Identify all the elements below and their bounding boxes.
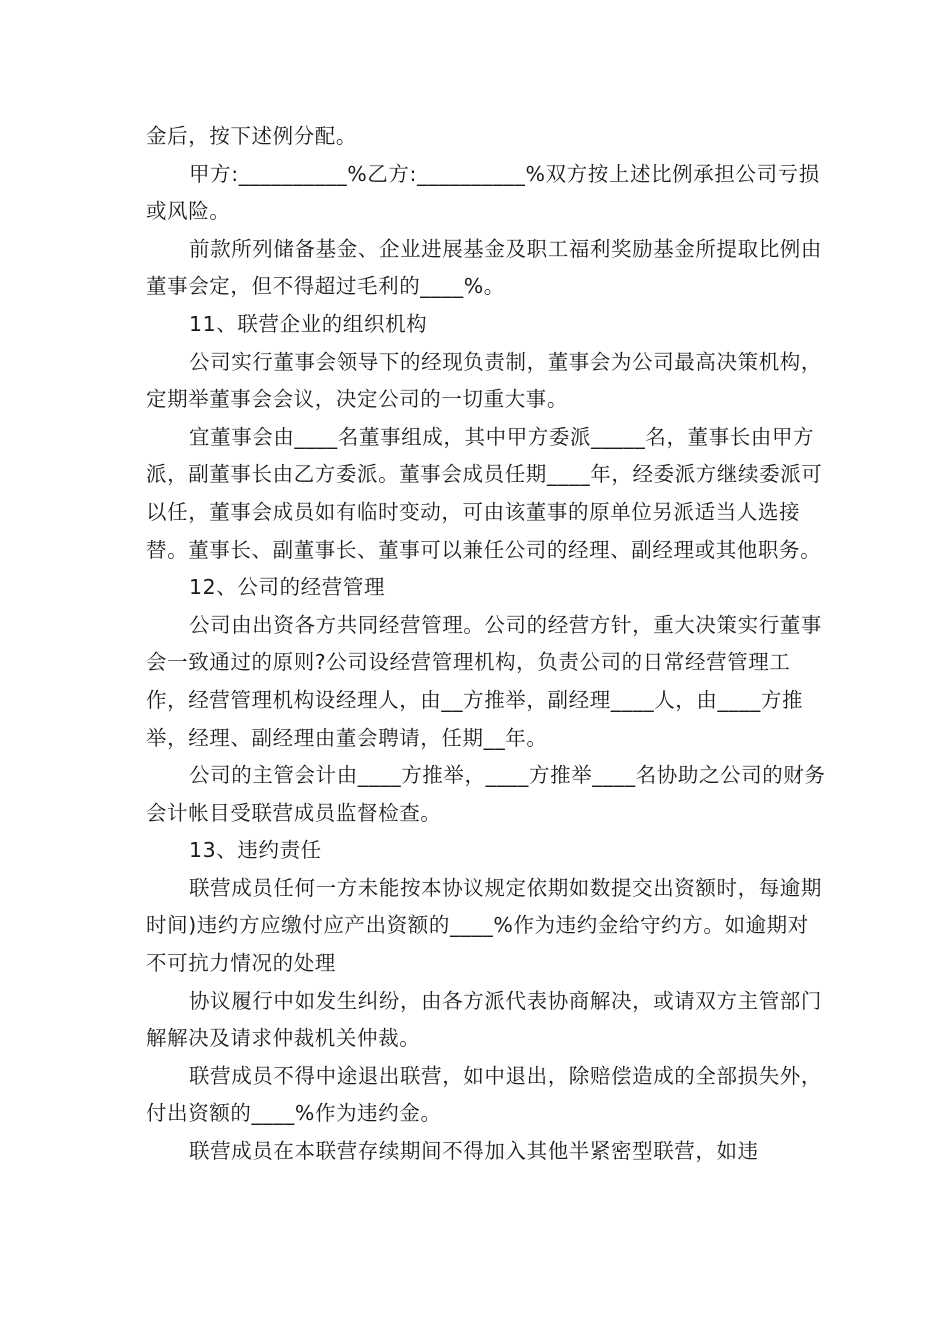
heading-section-13: 13、违约责任 [189, 838, 322, 863]
paragraph-late-payment: 联营成员任何一方未能按本协议规定依期如数提交出资额时，每逾期时间)违约方应缴付应产出资额的____%作为违约金给守约方。如逾期对不可抗力情况的处理 [146, 875, 822, 976]
paragraph-fund-ratio: 前款所列储备基金、企业进展基金及职工福利奖励基金所提取比例由董事会定，但不得超过毛利的____%。 [146, 236, 822, 299]
paragraph-distribution-tail: 金后，按下述例分配。 [146, 124, 357, 148]
heading-section-11: 11、联营企业的组织机构 [189, 311, 428, 336]
paragraph-dispute: 协议履行中如发生纠纷，由各方派代表协商解决，或请双方主管部门解解决及请求仲裁机关仲裁。 [146, 988, 822, 1051]
paragraph-other-alliance: 联营成员在本联营存续期间不得加入其他半紧密型联营，如违 [189, 1139, 759, 1164]
document-body [146, 118, 826, 1171]
paragraph-board-system: 公司实行董事会领导下的经现负责制，董事会为公司最高决策机构，定期举董事会会议，决定公司的一切重大事。 [146, 349, 822, 412]
paragraph-management: 公司由出资各方共同经营管理。公司的经营方针，重大决策实行董事会一致通过的原则?公司设经营管理机构，负责公司的日常经营管理工作，经营管理机构设经理人，由__方推举，副经理____人，由____方推举，经理、副经理由董会聘请，任期__年。 [146, 612, 822, 750]
paragraph-withdrawal: 联营成员不得中途退出联营，如中退出，除赔偿造成的全部损失外，付出资额的____%作为违约金。 [146, 1063, 822, 1126]
paragraph-board-composition: 宜董事会由____名董事组成，其中甲方委派_____名，董事长由甲方派，副董事长由乙方委派。董事会成员任期____年，经委派方继续委派可以任，董事会成员如有临时变动，可由该董事的原单位另派适当人选接替。董事长、副董事长、董事可以兼任公司的经理、副经理或其他职务。 [146, 424, 823, 562]
paragraph-loss-ratio: 甲方:__________%乙方:__________%双方按上述比例承担公司亏损或风险。 [146, 161, 820, 224]
heading-section-12: 12、公司的经营管理 [189, 575, 386, 600]
paragraph-accounting: 公司的主管会计由____方推举，____方推举____名协助之公司的财务会计帐目受联营成员监督检查。 [146, 763, 826, 825]
